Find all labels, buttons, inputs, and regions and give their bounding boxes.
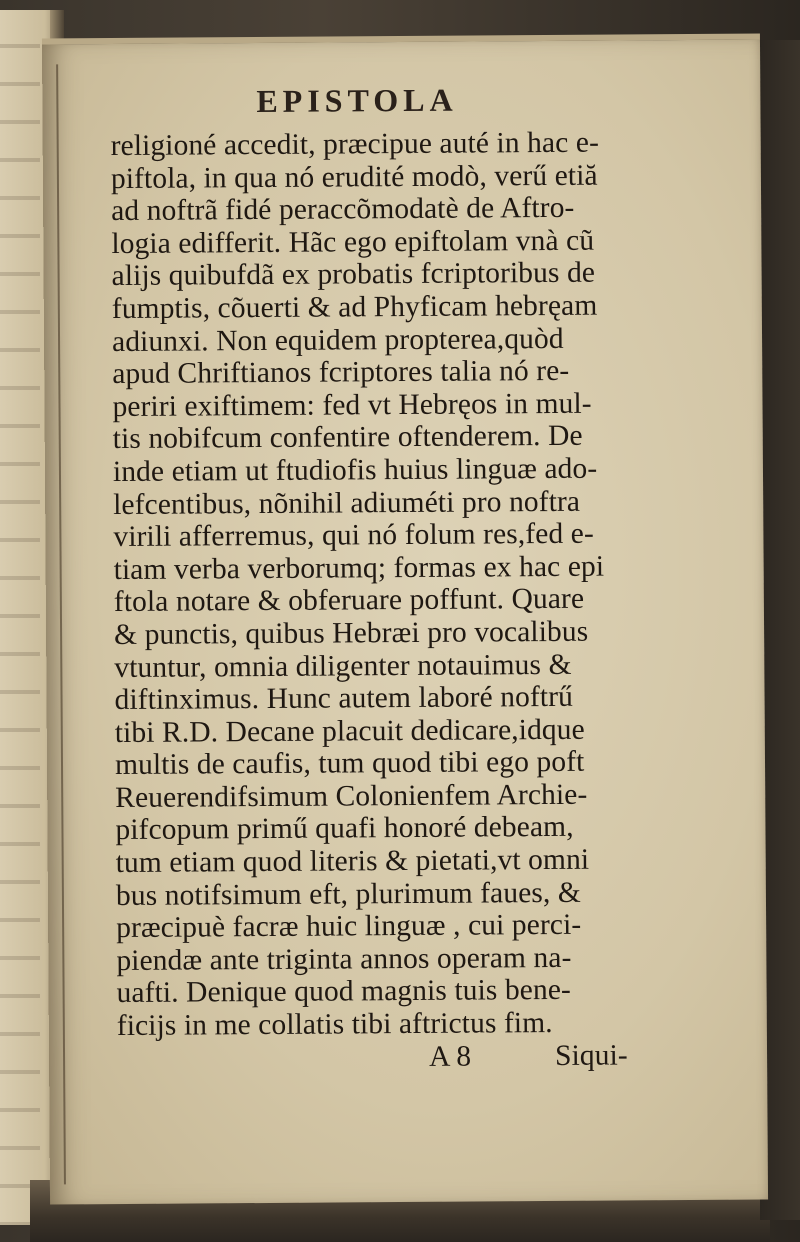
running-head: EPISTOLA [256,81,458,120]
text-line: multis de caufis, tum quod tibi ego poft [114,746,585,782]
text-line: tis nobifcum confentire oftenderem. De [112,420,583,456]
text-line: pifcopum primű quafi honoré debeam, [115,811,574,847]
text-line: apud Chriftianos fcriptores talia nó re- [112,355,570,391]
signature-mark: A 8 [428,1040,472,1073]
text-line: uafti. Denique quod magnis tuis bene- [116,974,572,1010]
text-line: & punctis, quibus Hebræi pro vocalibus [113,615,589,651]
body-text [111,126,638,1076]
catchword: Siqui- [554,1039,628,1072]
text-line: tum etiam quod literis & pietati,vt omni [115,843,590,880]
text-line: vtuntur, omnia diligenter notauimus & [114,648,572,684]
book-page [42,34,768,1205]
text-line: fumptis, cõuerti & ad Phyficam hebręam [111,289,598,326]
text-line: lefcentibus, nõnihil adiuméti pro noftra [113,485,581,521]
text-line: diftinximus. Hunc autem laboré noftrű [114,680,574,717]
text-line: præcipuè facræ huic linguæ , cui perci- [116,909,582,945]
text-line: tiam verba verborumq; formas ex hac epi [113,550,605,586]
text-line: piftola, in qua nó erudité modò, verű etiă [110,159,598,195]
text-line: virili afferremus, qui nó folum res,fed e- [113,517,594,554]
spine-shadow-line [56,64,66,1184]
text-line: ad noftrã fidé peraccõmodatè de Aftro- [111,191,575,228]
text-line: logia edifferit. Hãc ego epiftolam vnà cũ [111,224,595,260]
text-line: bus notifsimum eft, plurimum faues, & [115,876,582,912]
text-line: piendæ ante triginta annos operam na- [116,941,572,977]
text-line: inde etiam ut ftudiofis huius linguæ ado- [112,452,598,488]
footer-line [117,1039,637,1077]
text-line: alijs quibufdã ex probatis fcriptoribus de [111,257,596,293]
text-line: ficijs in me collatis tibi aftrictus fim. [116,1007,553,1043]
text-line: Reuerendifsimum Colonienfem Archie- [115,778,588,814]
text-line: religioné accedit, præcipue auté in hac e- [110,126,600,163]
text-line: tibi R.D. Decane placuit dedicare,idque [114,713,585,749]
text-line: adiunxi. Non equidem propterea,quòd [111,322,564,358]
text-line: ftola notare & obferuare poffunt. Quare [113,583,585,619]
text-line: periri exiftimem: fed vt Hebręos in mul- [112,387,592,423]
facing-page-text-bleed [0,10,40,1225]
